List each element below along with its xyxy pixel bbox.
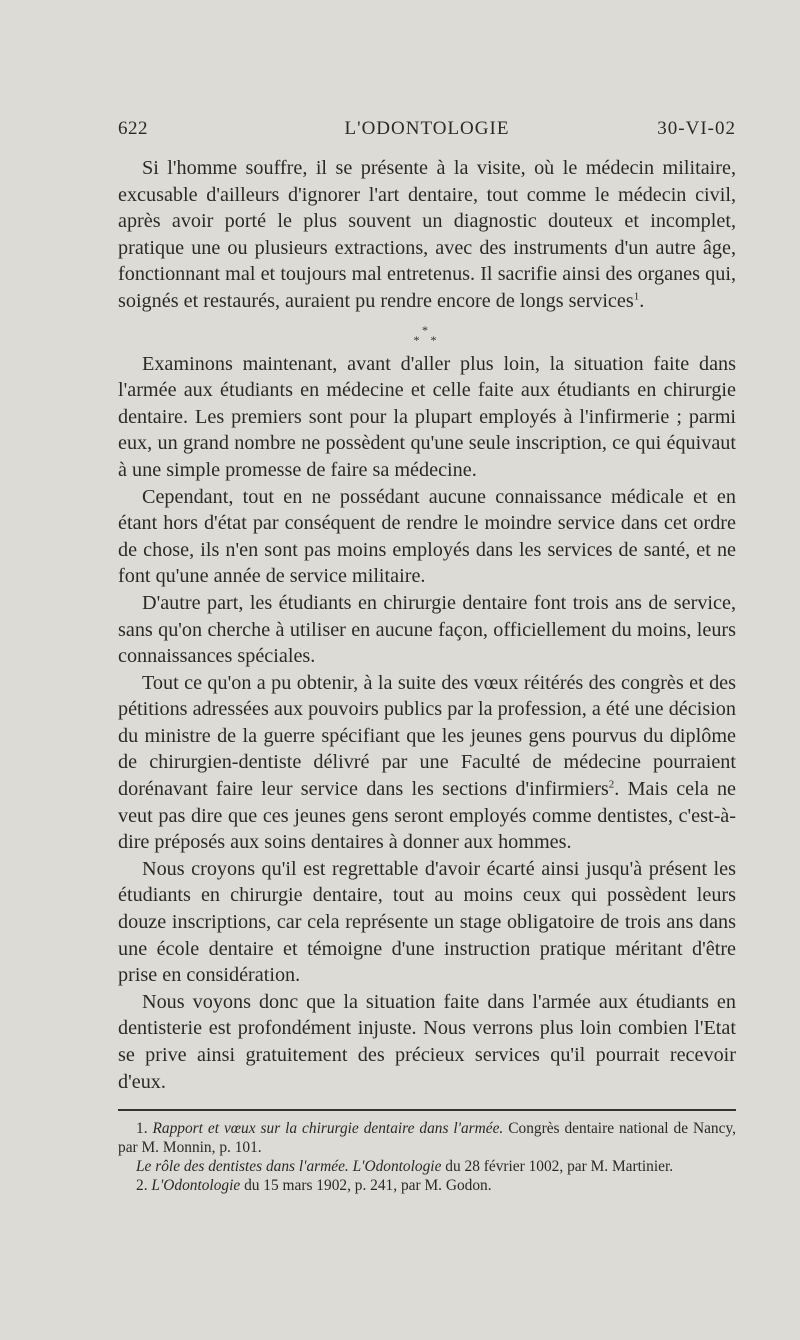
paragraph: Nous voyons donc que la situation faite dans l'armée aux étudiants en dentisterie est profondément injuste. Nous verrons plus loin combien l'Etat se prive ainsi gratuitement des précieux services qu'il pourrait recevoir d'eux. [118,990,736,1093]
body-text [118,155,736,1095]
footnote-1: 1. Rapport et vœux sur la chirurgie dentaire dans l'armée. Congrès dentaire national de Nancy, par M. Monnin, p. 101. [118,1120,736,1157]
page-header [118,112,736,146]
page-number: 622 [118,118,148,139]
footnote-2: 2. L'Odontologie du 15 mars 1902, p. 241, par M. Godon. [136,1177,492,1195]
footnotes [118,1119,736,1195]
footnote-divider [118,1109,736,1111]
issue-date: 30-VI-02 [657,118,736,139]
paragraph: Tout ce qu'on a pu obtenir, à la suite des vœux réitérés des congrès et des pétitions adressées aux pouvoirs publics par la profession, a été une décision du ministre de la guerre spécifiant que les jeunes gens pourvus du diplôme de chirurgien-dentiste délivré par une Faculté de médecine pourraient dorénavant faire leur service dans les sections d'infirmiers$^2$. Mais cela ne veut pas dire que ces jeunes gens seront employés comme dentistes, c'est-à-dire préposés aux soins dentaires à donner aux hommes. [118,671,737,854]
paragraph: Si l'homme souffre, il se présente à la visite, où le médecin militaire, excusable d'ailleurs d'ignorer l'art dentaire, tout comme le médecin civil, après avoir porté le plus souvent un diagnostic douteux et incomplet, pratique une ou plusieurs extractions, avec des instruments d'un autre âge, fonctionnant mal et toujours mal entretenus. Il sacrifie ainsi des organes qui, soignés et restaurés, auraient pu rendre encore de longs services$^1$. [118,157,736,312]
paragraph: Nous croyons qu'il est regrettable d'avoir écarté ainsi jusqu'à présent les étudiants en chirurgie dentaire, tout au moins ceux qui possèdent leurs douze inscriptions, car cela représente un stage obligatoire de trois ans dans une école dentaire et témoigne d'une instruction pratique méritant d'être prise en considération. [118,857,736,987]
paragraph: Examinons maintenant, avant d'aller plus loin, la situation faite dans l'armée aux étudiants en médecine et celle faite aux étudiants en chirurgie dentaire. Les premiers sont pour la plupart employés à l'infirmerie ; parmi eux, un grand nombre ne possèdent qu'une seule inscription, ce qui équivaut à une simple promesse de faire sa médecine. [118,352,736,481]
paragraph: D'autre part, les étudiants en chirurgie dentaire font trois ans de service, sans qu'on cherche à utiliser en aucune façon, officiellement du moins, leurs connaissances spéciales. [118,591,736,668]
book-page [118,112,736,1195]
paragraph: Cependant, tout en ne possédant aucune connaissance médicale et en étant hors d'état par conséquent de rendre le moindre service dans cet ordre de chose, ils n'en sont pas moins employés dans les services de santé, et ne font qu'une année de service militaire. [118,485,736,588]
footnote-ref: 1 [633,290,640,303]
footnote-1b: Le rôle des dentistes dans l'armée. L'Odontologie du 28 février 1002, par M. Martinier. [136,1158,674,1176]
asterism: * * * [413,322,441,347]
footnote-ref: 2 [608,778,615,791]
running-title: L'ODONTOLOGIE [344,118,510,139]
